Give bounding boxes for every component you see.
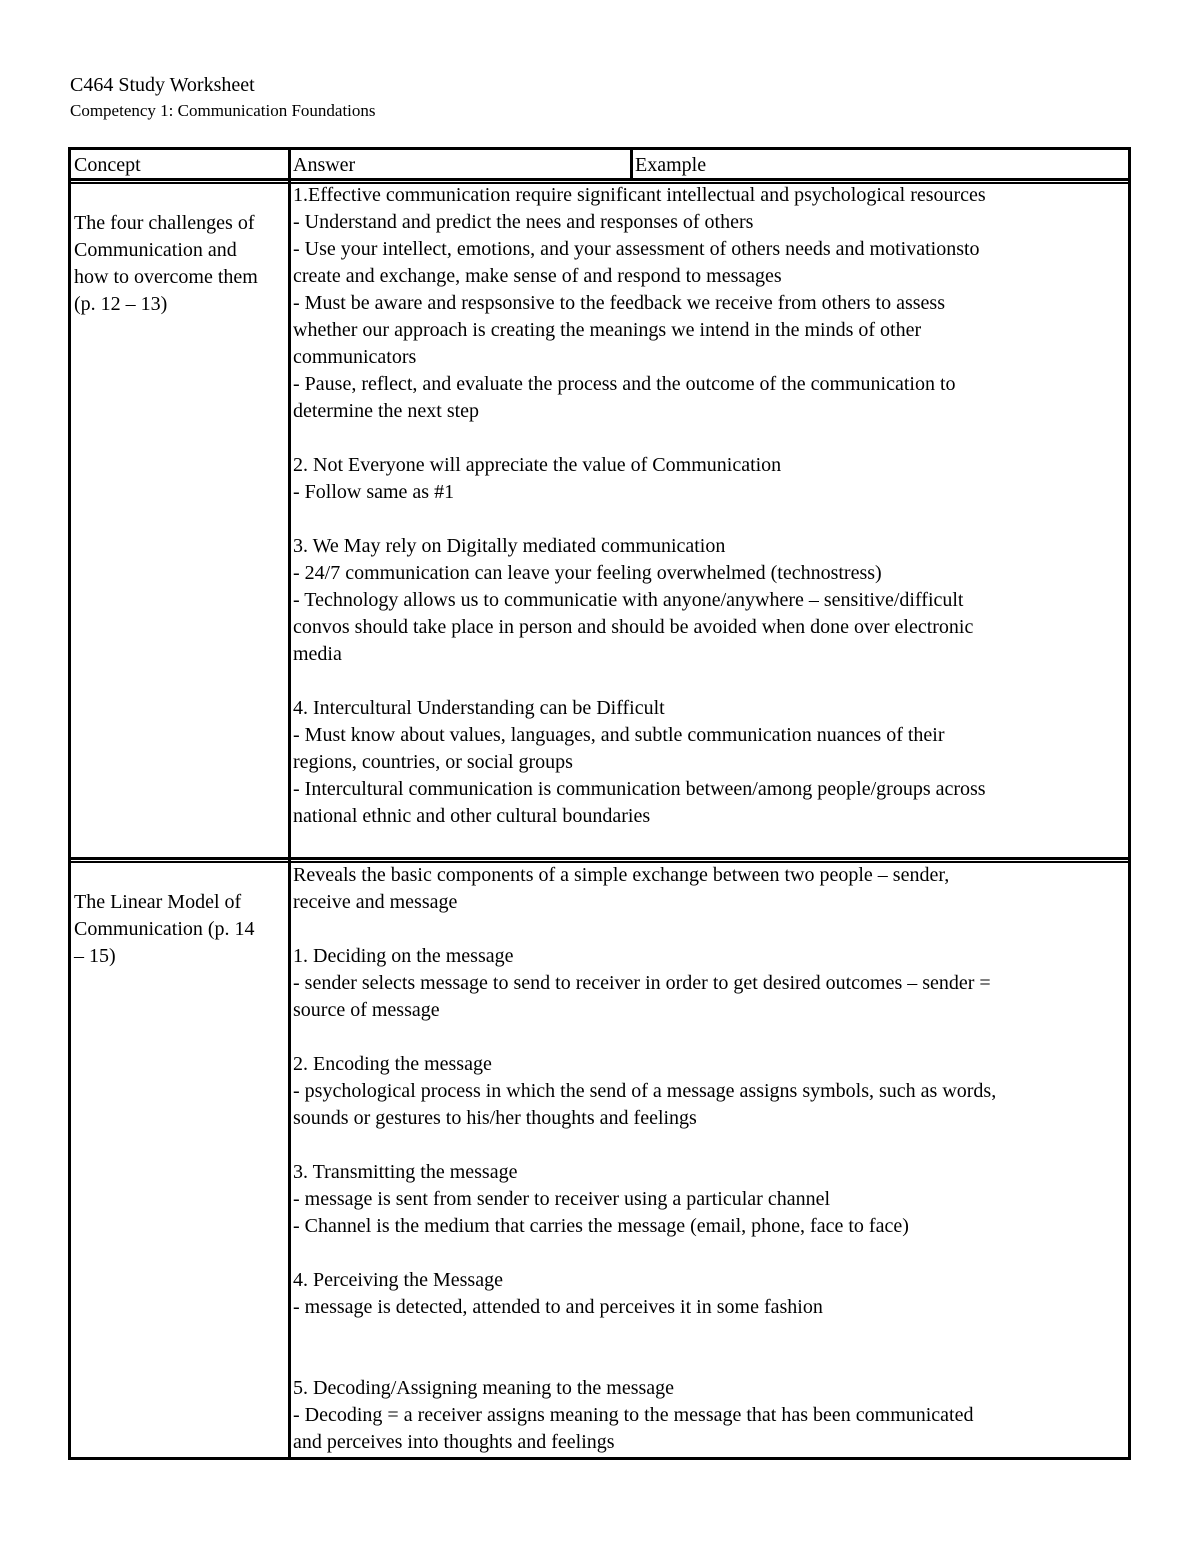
answer-line: - message is sent from sender to receiver using a particular channel — [293, 1188, 831, 1210]
concept-line: (p. 12 – 13) — [74, 293, 168, 315]
answer-line — [293, 1024, 996, 1051]
concept-line: Communication and — [74, 239, 237, 261]
answer-line: - Understand and predict the nees and responses of others — [293, 211, 754, 233]
row1-border-bottom — [68, 857, 1131, 860]
column-divider-concept — [288, 147, 291, 1460]
answer-line: create and exchange, make sense of and respond to messages — [293, 265, 782, 287]
concept-cell-four-challenges — [74, 210, 258, 318]
table-border-top — [68, 147, 1131, 150]
answer-line: - Use your intellect, emotions, and your assessment of others needs and motivationsto — [293, 238, 980, 260]
answer-line: 1.Effective communication require significant intellectual and psychological resources — [293, 184, 986, 206]
answer-line: 2. Encoding the message — [293, 1053, 492, 1075]
answer-line: whether our approach is creating the meanings we intend in the minds of other — [293, 319, 922, 341]
answer-line: 4. Intercultural Understanding can be Difficult — [293, 697, 665, 719]
answer-line — [293, 506, 986, 533]
answer-cell-linear-model — [293, 862, 996, 1456]
answer-line: media — [293, 643, 342, 665]
answer-line: - Follow same as #1 — [293, 481, 455, 503]
answer-line: - sender selects message to send to receiver in order to get desired outcomes – sender = — [293, 972, 991, 994]
answer-line — [293, 1348, 996, 1375]
answer-line — [293, 1321, 996, 1348]
answer-line: 4. Perceiving the Message — [293, 1269, 503, 1291]
answer-line: 2. Not Everyone will appreciate the value of Communication — [293, 454, 782, 476]
answer-line: 1. Deciding on the message — [293, 945, 514, 967]
answer-line: communicators — [293, 346, 417, 368]
concept-cell-linear-model — [74, 889, 255, 970]
answer-line: convos should take place in person and should be avoided when done over electronic — [293, 616, 974, 638]
table-border-left — [68, 147, 71, 1460]
answer-line: - Technology allows us to communicatie with anyone/anywhere – sensitive/difficult — [293, 589, 964, 611]
concept-line: Communication (p. 14 — [74, 918, 255, 940]
header-answer: Answer — [293, 154, 356, 176]
answer-line: - psychological process in which the send of a message assigns symbols, such as words, — [293, 1080, 997, 1102]
answer-line: regions, countries, or social groups — [293, 751, 573, 773]
answer-line: 5. Decoding/Assigning meaning to the message — [293, 1377, 675, 1399]
column-divider-example — [630, 147, 633, 181]
concept-line: The Linear Model of — [74, 891, 242, 913]
answer-line: - Must be aware and respsonsive to the feedback we receive from others to assess — [293, 292, 945, 314]
answer-line — [293, 668, 986, 695]
answer-line: - message is detected, attended to and perceives it in some fashion — [293, 1296, 823, 1318]
answer-line: determine the next step — [293, 400, 480, 422]
answer-line: receive and message — [293, 891, 458, 913]
answer-line: and perceives into thoughts and feelings — [293, 1431, 615, 1453]
header-border-bottom — [68, 178, 1131, 181]
header-concept: Concept — [74, 154, 141, 176]
answer-line: - Pause, reflect, and evaluate the process and the outcome of the communication to — [293, 373, 956, 395]
concept-line: The four challenges of — [74, 212, 255, 234]
concept-line: – 15) — [74, 945, 116, 967]
document-title: C464 Study Worksheet — [70, 74, 255, 96]
answer-line: - Must know about values, languages, and subtle communication nuances of their — [293, 724, 945, 746]
answer-line: 3. Transmitting the message — [293, 1161, 518, 1183]
answer-line: - Intercultural communication is communication between/among people/groups across — [293, 778, 986, 800]
answer-line: - Channel is the medium that carries the message (email, phone, face to face) — [293, 1215, 909, 1237]
answer-line: national ethnic and other cultural boundaries — [293, 805, 651, 827]
answer-line: sounds or gestures to his/her thoughts and feelings — [293, 1107, 697, 1129]
answer-cell-four-challenges — [293, 182, 986, 830]
answer-line: - Decoding = a receiver assigns meaning to the message that has been communicated — [293, 1404, 974, 1426]
answer-line — [293, 1132, 996, 1159]
answer-line: source of message — [293, 999, 440, 1021]
answer-line: 3. We May rely on Digitally mediated communication — [293, 535, 726, 557]
answer-line — [293, 916, 996, 943]
answer-line — [293, 1240, 996, 1267]
answer-line — [293, 425, 986, 452]
header-example: Example — [635, 154, 707, 176]
table-border-right — [1128, 147, 1131, 1460]
table-border-bottom — [68, 1457, 1131, 1460]
document-subtitle: Competency 1: Communication Foundations — [70, 101, 376, 120]
answer-line: Reveals the basic components of a simple exchange between two people – sender, — [293, 864, 950, 886]
concept-line: how to overcome them — [74, 266, 258, 288]
answer-line: - 24/7 communication can leave your feeling overwhelmed (technostress) — [293, 562, 882, 584]
